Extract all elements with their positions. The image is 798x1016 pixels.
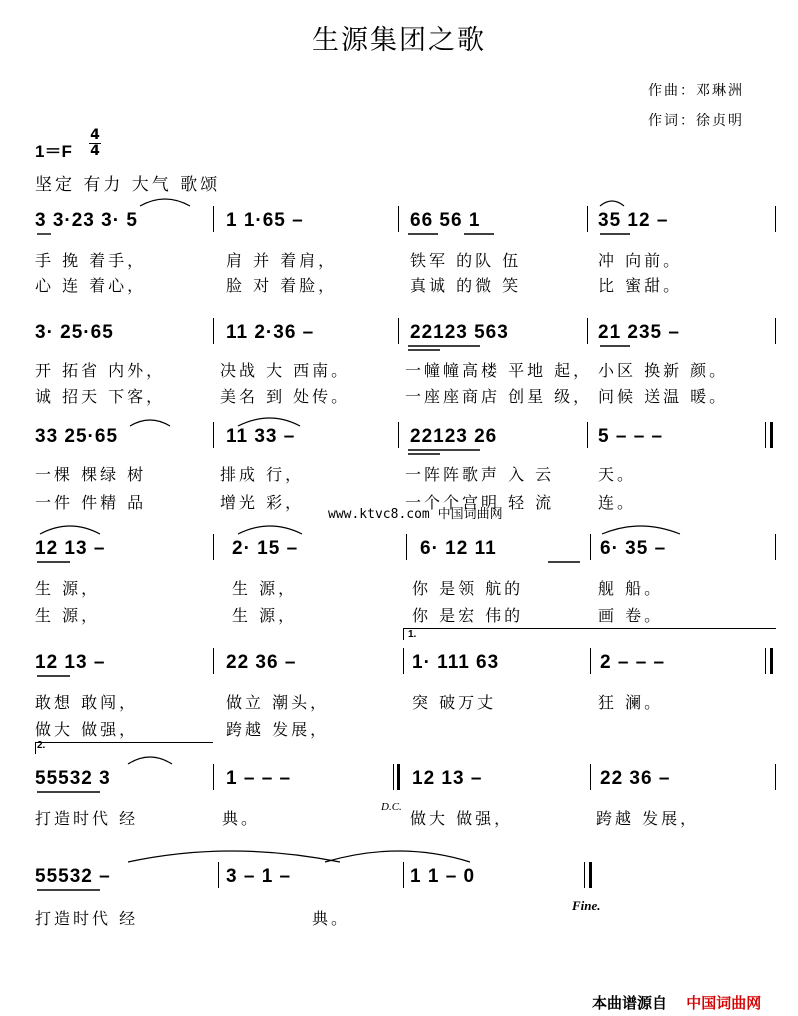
lyric-line2-v2-m3: 一座座商店 创星 级，: [405, 387, 593, 406]
lyric-line5-v1-m1: 敢想 敢闯，: [35, 693, 139, 712]
notes-line1-m4: 35 12 –: [598, 210, 669, 231]
lyric-line1-v1-m4: 冲 向前。: [598, 251, 683, 270]
page-title: 生源集团之歌: [312, 25, 486, 56]
lyric-line4-v2-m1: 生 源，: [35, 606, 101, 625]
fine-marking: Fine.: [572, 898, 601, 913]
lyric-line6-m1: 打造时代 经: [35, 809, 139, 828]
volta-1-label: 1.: [408, 629, 417, 640]
lyric-line2-v1-m4: 小区 换新 颜。: [598, 361, 729, 380]
lyric-line3-v1-m1: 一棵 棵绿 树: [35, 465, 147, 484]
lyric-line5-v1-m4: 狂 澜。: [598, 693, 664, 712]
notes-line2-m1: 3· 25·65: [35, 322, 114, 343]
slur: [40, 526, 100, 534]
lyric-line5-v2-m2: 跨越 发展，: [226, 720, 330, 739]
notes-line5-m2: 22 36 –: [226, 652, 297, 673]
lyric-line4-v2-m2: 生 源，: [232, 606, 298, 625]
notes-line7-m3: 1 1 – 0: [410, 866, 476, 887]
notes-line2-m3: 22123 563: [410, 322, 509, 343]
lyric-line5-v1-m3: 突 破万丈: [412, 693, 497, 712]
lyric-line3-v1-m4: 天。: [598, 465, 637, 484]
lyric-line1-v1-m3: 铁军 的队 伍: [410, 251, 522, 270]
watermark: www.ktvc8.com 中国词曲网: [328, 507, 503, 522]
slur: [140, 199, 190, 206]
lyric-line5-v2-m1: 做大 做强，: [35, 720, 139, 739]
notes-line4-m3: 6· 12 11: [420, 538, 497, 559]
lyric-line4-v1-m1: 生 源，: [35, 579, 101, 598]
notes-line6-m1: 55532 3: [35, 768, 111, 789]
lyric-line2-v1-m2: 决战 大 西南。: [220, 361, 351, 380]
lyric-line3-v2-m1: 一件 件精 品: [35, 493, 147, 512]
notes-line4-m2: 2· 15 –: [232, 538, 299, 559]
lyric-line1-v1-m1: 手 挽 着手，: [35, 251, 147, 270]
notes-line7-m1: 55532 –: [35, 866, 111, 887]
lyric-line1-v1-m2: 肩 并 着肩，: [226, 251, 338, 270]
lyric-line3-v1-m3: 一阵阵歌声 入 云: [405, 465, 555, 484]
lyric-line2-v2-m1: 诚 招天 下客，: [35, 387, 166, 406]
lyric-line7-m2: 典。: [312, 909, 351, 928]
source-site-link[interactable]: 中国词曲网: [686, 994, 762, 1012]
lyric-line3-v2-m2: 增光 彩，: [220, 493, 305, 512]
slur: [238, 418, 300, 426]
lyric-line1-v2-m1: 心 连 着心，: [35, 276, 147, 295]
lyric-line1-v2-m4: 比 蜜甜。: [598, 276, 683, 295]
lyric-line3-v1-m2: 排成 行，: [220, 465, 305, 484]
lyricist-credit: 作词：徐贞明: [648, 113, 744, 129]
notes-line6-m3: 12 13 –: [412, 768, 483, 789]
time-sig-top: 4: [90, 127, 100, 143]
lyric-line1-v2-m2: 脸 对 着脸，: [226, 276, 338, 295]
composer-credit: 作曲：邓琳洲: [648, 83, 744, 99]
slur: [600, 201, 624, 206]
notes-line4-m1: 12 13 –: [35, 538, 106, 559]
time-sig-bottom: 4: [90, 143, 100, 159]
lyric-line2-v2-m2: 美名 到 处传。: [220, 387, 351, 406]
notes-line2-m2: 11 2·36 –: [226, 322, 315, 343]
lyric-line1-v2-m3: 真诚 的微 笑: [410, 276, 522, 295]
lyric-line4-v1-m3: 你 是领 航的: [412, 579, 524, 598]
slur: [325, 851, 470, 862]
notes-line2-m4: 21 235 –: [598, 322, 680, 343]
notes-line7-m2: 3 – 1 –: [226, 866, 292, 887]
notes-line5-m1: 12 13 –: [35, 652, 106, 673]
slur: [128, 757, 172, 764]
source-label: 本曲谱源自: [592, 994, 668, 1012]
lyric-line6-m2: 典。: [222, 809, 261, 828]
lyric-line3-v2-m4: 连。: [598, 493, 637, 512]
slur: [602, 526, 680, 534]
notes-line5-m4: 2 – – –: [600, 652, 666, 673]
lyric-line6-m4: 跨越 发展，: [596, 809, 700, 828]
lyric-line4-v2-m4: 画 卷。: [598, 606, 664, 625]
lyric-line7-m1: 打造时代 经: [35, 909, 139, 928]
notes-line6-m4: 22 36 –: [600, 768, 671, 789]
tempo-marking: 坚定 有力 大气 歌颂: [35, 175, 221, 195]
lyric-line4-v2-m3: 你 是宏 伟的: [412, 606, 524, 625]
lyric-line4-v1-m4: 舰 船。: [598, 579, 664, 598]
notes-line3-m2: 11 33 –: [226, 426, 296, 447]
lyric-line3-v2-m3: 一个个宫明 轻 流: [405, 493, 555, 512]
notes-line3-m1: 33 25·65: [35, 426, 119, 447]
dc-marking: D.C.: [381, 801, 402, 813]
lyric-line2-v1-m3: 一幢幢高楼 平地 起，: [405, 361, 593, 380]
slur: [128, 851, 340, 862]
notes-line1-m1: 3 3·23 3· 5: [35, 210, 138, 231]
slur: [238, 526, 302, 534]
slur: [130, 420, 170, 426]
key-signature: 1＝F: [35, 142, 72, 161]
notes-line3-m4: 5 – – –: [598, 426, 664, 447]
notes-line1-m2: 1 1·65 –: [226, 210, 304, 231]
lyric-line2-v2-m4: 问候 送温 暖。: [598, 387, 729, 406]
lyric-line6-m3: 做大 做强，: [410, 809, 514, 828]
lyric-line4-v1-m2: 生 源，: [232, 579, 298, 598]
notes-line5-m3: 1· 111 63: [412, 652, 500, 673]
notes-line6-m2: 1 – – –: [226, 768, 292, 789]
notes-line3-m3: 22123 26: [410, 426, 498, 447]
lyric-line5-v1-m2: 做立 潮头，: [226, 693, 330, 712]
notes-line1-m3: 66 56 1: [410, 210, 481, 231]
lyric-line2-v1-m1: 开 拓省 内外，: [35, 361, 166, 380]
volta-2-label: 2.: [37, 740, 46, 751]
notes-line4-m4: 6· 35 –: [600, 538, 667, 559]
